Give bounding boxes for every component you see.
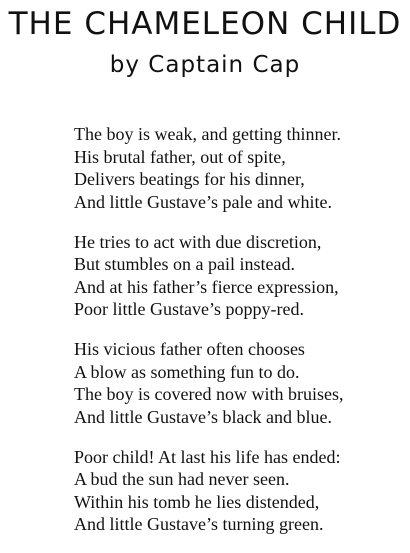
poem-line: A blow as something fun to do. xyxy=(74,361,300,382)
poem-title: THE CHAMELEON CHILD xyxy=(8,6,402,42)
poem-line: And little Gustave’s black and blue. xyxy=(74,406,332,427)
stanza-2 xyxy=(74,231,404,321)
poem-line: Within his tomb he lies distended, xyxy=(74,491,320,512)
poem-line: And at his father’s fierce expression, xyxy=(74,276,339,297)
poem-line: And little Gustave’s pale and white. xyxy=(74,191,332,212)
poem-line: He tries to act with due discretion, xyxy=(74,231,322,252)
poem-line: The boy is covered now with bruises, xyxy=(74,384,344,404)
stanza-1 xyxy=(74,123,404,213)
stanza-4 xyxy=(74,446,404,536)
poem-line: The boy is weak, and getting thinner. xyxy=(74,124,341,144)
poem-line: Poor little Gustave’s poppy-red. xyxy=(74,299,304,319)
poem-byline: by Captain Cap xyxy=(109,52,301,78)
poem-line: Poor child! At last his life has ended: xyxy=(74,446,341,467)
poem-line: And little Gustave’s turning green. xyxy=(74,514,324,534)
poem-body xyxy=(74,123,404,553)
poem-line: His brutal father, out of spite, xyxy=(74,146,286,167)
poem-line: His vicious father often chooses xyxy=(74,339,305,359)
stanza-3 xyxy=(74,338,404,428)
poem-line: Delivers beatings for his dinner, xyxy=(74,169,305,189)
poem-line: But stumbles on a pail instead. xyxy=(74,254,295,274)
poem-line: A bud the sun had never seen. xyxy=(74,469,290,489)
